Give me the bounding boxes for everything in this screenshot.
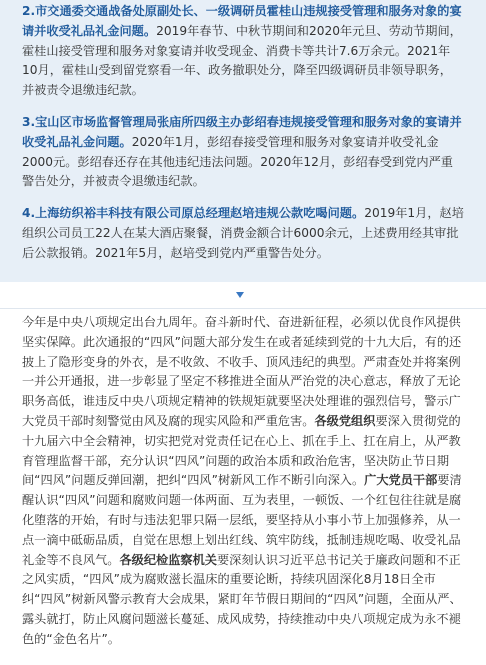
highlight-party-org: 各级党组织: [314, 413, 376, 428]
case-title: 4.上海纺织裕丰科技有限公司原总经理赵培违规公款吃喝问题。: [22, 206, 365, 221]
highlight-discipline-organs: 各级纪检监察机关: [119, 552, 217, 567]
conclusion-text: 要清醒认识“四风”问题和腐败问题一体两面、互为表里，一顿饭、一个红包往往就是腐化堕落的开始，有时与违法犯罪只隔一层纸，要坚持从小事小节上加强修养，从一点一滴中砥砺品质，自觉在思想上划出红线、筑牢防线，抵制违规吃喝、收受礼品礼金等不良风气。: [22, 473, 462, 567]
case-body: 2020年1月，彭绍春接受管理和服务对象宴请并收受礼金2000元。彭绍春还存在其他违纪违法问题。2020年12月，彭绍春受到党内严重警告处分，并被责令退缴违纪款。: [22, 134, 453, 189]
chevron-down-icon: [236, 292, 244, 298]
case-item: [22, 2, 464, 101]
conclusion-section: [0, 308, 486, 650]
case-list: [0, 0, 486, 282]
case-item: [22, 113, 464, 192]
case-body: 2019年春节、中秋节期间和2020年元旦、劳动节期间，霍桂山接受管理和服务对象宴请并收受现金、消费卡等共计7.6万余元。2021年10月，霍桂山受到留党察看一年、政务撤职处分，降至四级调研员非领导职务，并被责令退缴违纪款。: [22, 23, 462, 98]
case-item: [22, 204, 464, 263]
highlight-party-members: 广大党员干部: [364, 473, 438, 488]
conclusion-text: 今年是中央八项规定出台九周年。奋斗新时代、奋进新征程，必须以优良作风提供坚实保障。此次通报的“四风”问题大部分发生在或者延续到党的十九大后，有的还披上了隐形变身的外衣，是不收敛、不收手、顶风违纪的典型。严肃查处并将案例一并公开通报，进一步彰显了坚定不移推进全面从严治党的决心意志，释放了无论职务高低，谁违反中央八项规定精神的铁规矩就要坚决处理谁的强烈信号，警示广大党员干部时刻警觉由风及腐的现实风险和严重危害。: [22, 315, 462, 428]
conclusion-text: 要深入贯彻党的十九届六中全会精神，切实把党对党责任记在心上、抓在手上、扛在肩上，从严教育管理监督干部，充分认识“四风”问题的政治本质和政治危害，坚决防止节日期间“四风”问题反弹回潮，把纠“四风”树新风工作不断引向深入。: [22, 413, 461, 488]
section-divider: [0, 282, 486, 308]
conclusion-paragraph: [22, 313, 464, 650]
case-body: 2019年1月，赵培组织公司员工22人在某大酒店聚餐，消费金额合计6000余元，上述费用经其审批后公款报销。2021年5月，赵培受到党内严重警告处分。: [22, 206, 464, 260]
case-title: 3.宝山区市场监督管理局张庙所四级主办彭绍春违规接受管理和服务对象的宴请并收受礼品礼金问题。: [22, 114, 462, 149]
case-title: 2.市交通委交通战备处原副处长、一级调研员霍桂山违规接受管理和服务对象的宴请并收受礼品礼金问题。: [22, 4, 462, 38]
conclusion-text: 要深刻认识习近平总书记关于廉政问题和不正之风实质，“四风”成为腐败滋长温床的重要论断，持续巩固深化8月18日全市纠“四风”树新风警示教育大会成果，紧盯年节假日期间的“四风”问题，全面从严、露头就打，防止风腐问题滋长蔓延、成风成势，持续推动中央八项规定成为永不褪色的“金色名片”。: [22, 552, 462, 646]
